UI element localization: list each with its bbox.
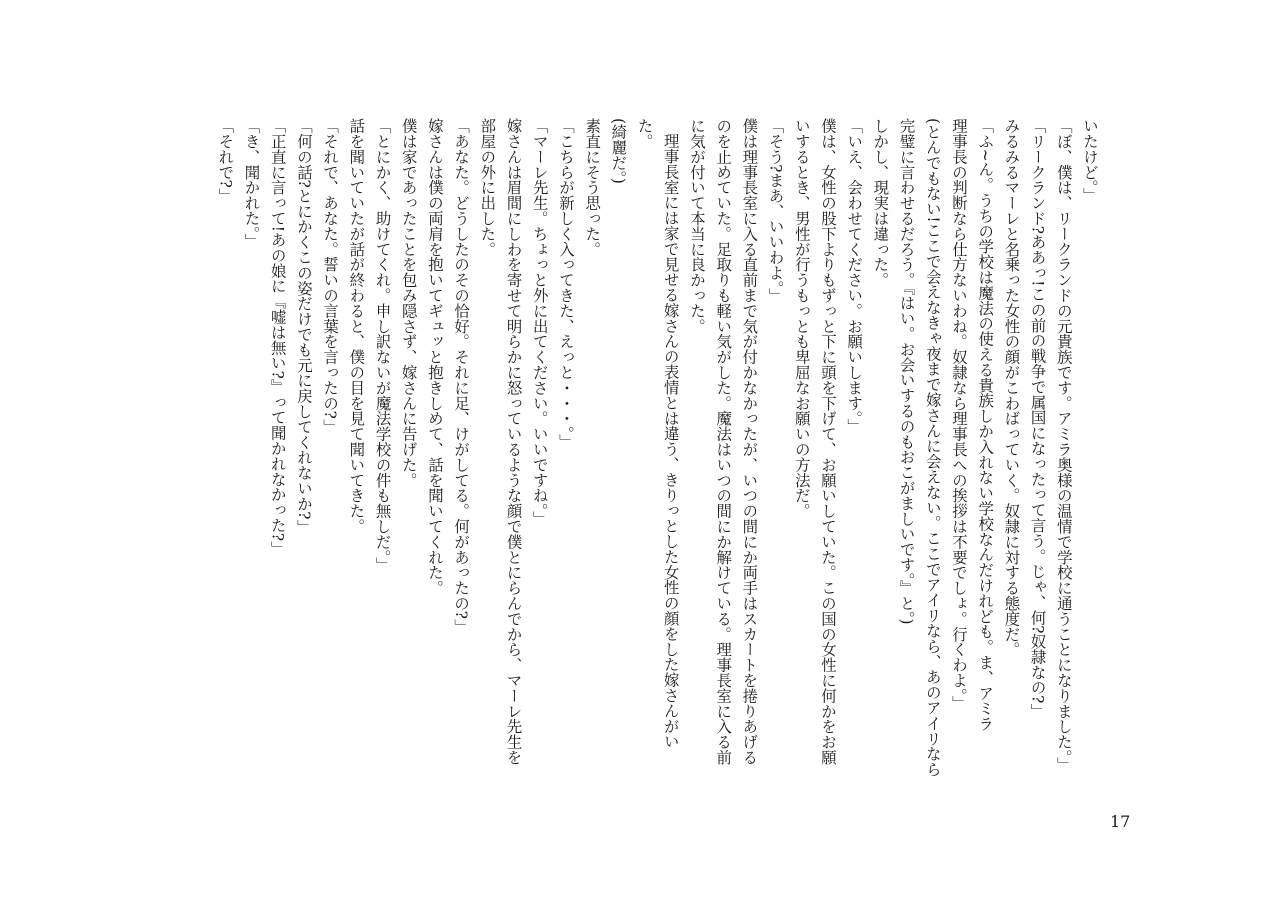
paragraph: 素直にそう思った。: [583, 118, 602, 257]
paragraph: 「何の話?とにかくこの姿だけでも元に戻してくれないか?」: [294, 118, 313, 535]
paragraph: 「リークランド?ああっ!この前の戦争で属国になったって言う。じゃ、何?奴隷なの?」: [1028, 118, 1047, 719]
paragraph: 「正直に言って!あの娘に『嘘は無い?』って聞かれなかった?」: [268, 118, 287, 557]
paragraph: (綺麗だ。): [609, 118, 628, 184]
paragraph: 話を聞いていたが話が終わると、僕の目を見て聞いてきた。: [347, 118, 366, 534]
paragraph: しかし、現実は違った。: [871, 118, 890, 288]
paragraph: 「あなた。どうしたのその恰好。それに足、けがしてる。何があったの?」: [452, 118, 471, 635]
paragraph: 僕は家であったことを包み隠さず、嫁さんに告げた。: [399, 118, 418, 488]
page-number: 17: [1110, 812, 1131, 831]
paragraph: みるみるマーレと名乗った女性の顔がこわばっていく。奴隷に対する態度だ。: [1002, 118, 1021, 657]
paragraph: 理事長の判断なら仕方ないわね。奴隷なら理事長への挨拶は不要でしょ。行くわよ。」: [949, 118, 968, 711]
paragraph: (とんでもない!ここで会えなきゃ夜まで嫁さんに会えない。ここでアイリなら、あのアイリなら完璧に言わせるだろう。『はい。お会いするのもおこがましいです。』と。): [897, 118, 942, 777]
paragraph: 「いえ、会わせてください。お願いします。」: [845, 118, 864, 434]
vertical-text-body: [212, 118, 1103, 778]
paragraph: いたけど。」: [1081, 118, 1099, 203]
paragraph: 「そう?まあ、いいわよ。」: [766, 118, 785, 304]
paragraph: 「こちらが新しく入ってきた、えっと・・・。」: [556, 118, 575, 450]
paragraph: 嫁さんは僕の両肩を抱いてギュッと抱きしめて、話を聞いてくれた。: [425, 118, 444, 596]
paragraph: 僕は理事長室に入る直前まで気が付かなかったが、いつの間にか両手はスカートを捲りあげるのを止めていた。足取りも軽い気がした。魔法はいつの間にか解けている。理事長室に入る前に気が付いて本当に良かった。: [687, 118, 759, 765]
paragraph: 嫁さんは眉間にしわを寄せて明らかに怒っているような顔で僕とにらんでから、マーレ先生を部屋の外に出した。: [478, 118, 523, 765]
paragraph: 「ぼ、僕は、リークランドの元貴族です。アミラ奥様の温情で学校に通うことになりました。」: [1054, 118, 1073, 773]
paragraph: 「とにかく、助けてくれ。申し訳ないが魔法学校の件も無しだ。」: [373, 118, 392, 573]
paragraph: 僕は、女性の股下よりもずっと下に頭を下げて、お願いしていた。この国の女性に何かをお願いするとき、男性が行うもっとも卑屈なお願いの方法だ。: [792, 118, 837, 765]
paragraph: 「マーレ先生。ちょっと外に出てください。いいですね。」: [530, 118, 549, 527]
paragraph: 「それで、あなた。誓いの言葉を言ったの?」: [321, 118, 340, 435]
paragraph: 理事長室には家で見せる嫁さんの表情とは違う、きりっとした女性の顔をした嫁さんがいた。: [635, 118, 680, 750]
paragraph: 「き、聞かれた。」: [242, 118, 261, 249]
paragraph: 「それで?」: [216, 118, 235, 204]
paragraph: 「ふ~ん。うちの学校は魔法の使える貴族しか入れない学校なんだけれども。ま、アミラ: [976, 118, 995, 732]
